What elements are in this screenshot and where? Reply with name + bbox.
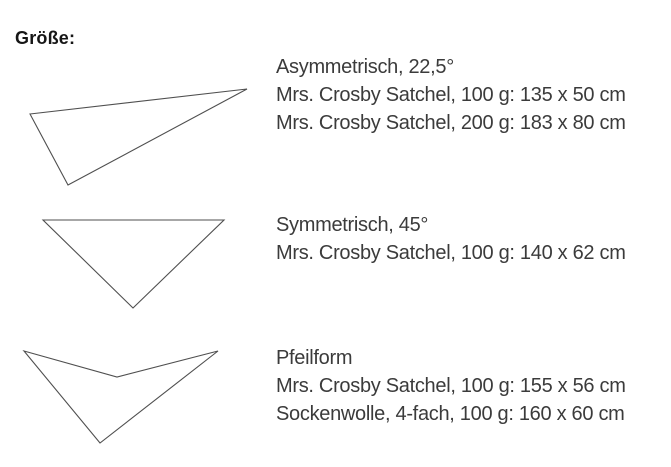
pfeilform-description — [276, 344, 626, 428]
shape-type-label: Asymmetrisch, 22,5° — [276, 56, 454, 78]
page-title: Größe: — [15, 28, 76, 48]
size-spec-line: Mrs. Crosby Satchel, 100 g: 135 x 50 cm — [276, 84, 626, 106]
arrow-form-shape — [24, 351, 218, 443]
size-spec-line: Mrs. Crosby Satchel, 100 g: 155 x 56 cm — [276, 375, 626, 397]
shape-type-label: Symmetrisch, 45° — [276, 214, 429, 236]
symmetric-description — [276, 211, 626, 267]
size-spec-line: Sockenwolle, 4-fach, 100 g: 160 x 60 cm — [276, 403, 625, 425]
asymmetric-description — [276, 53, 626, 137]
size-spec-line: Mrs. Crosby Satchel, 100 g: 140 x 62 cm — [276, 242, 626, 264]
asymmetric-triangle-shape — [30, 89, 247, 185]
shape-type-label: Pfeilform — [276, 347, 353, 369]
size-spec-line: Mrs. Crosby Satchel, 200 g: 183 x 80 cm — [276, 112, 626, 134]
symmetric-triangle-shape — [43, 220, 224, 308]
